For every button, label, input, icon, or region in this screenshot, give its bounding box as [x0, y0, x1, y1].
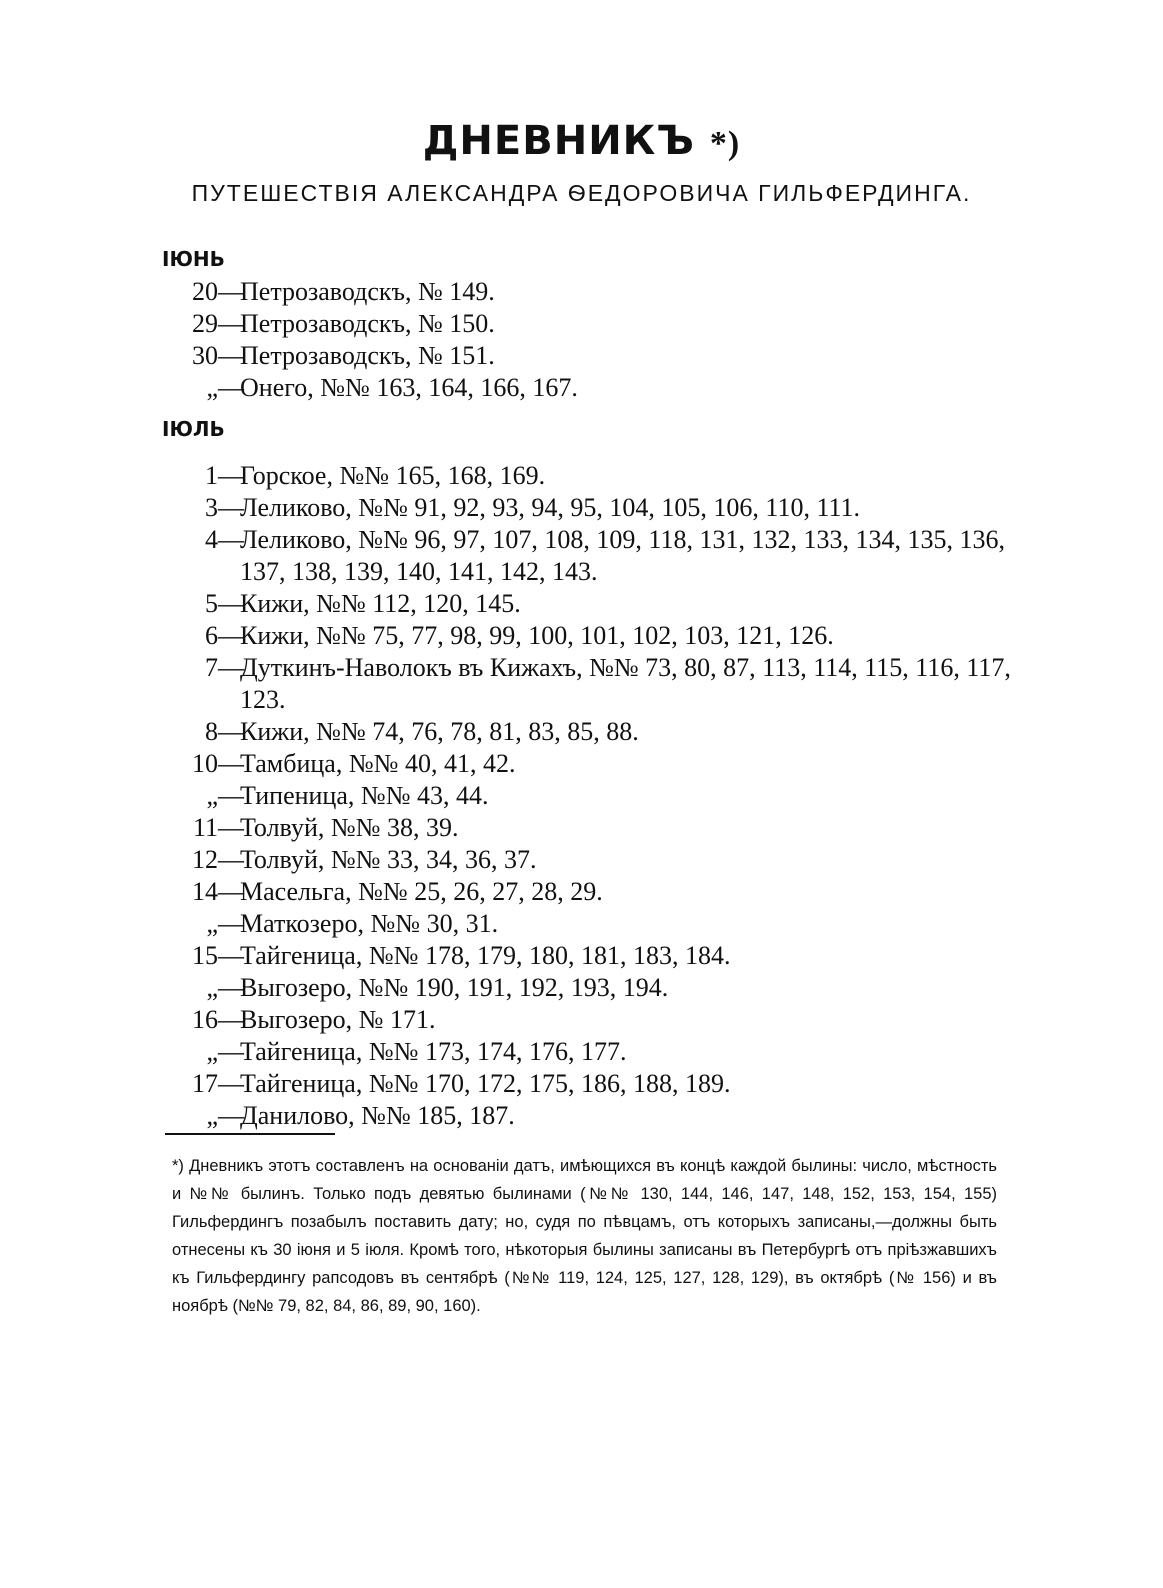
diary-entry [162, 972, 1022, 1004]
entry-text: Петрозаводскъ, № 151. [240, 341, 495, 370]
diary-entry [162, 372, 1022, 404]
entry-day: „ [206, 781, 218, 810]
entry-text: Выгозеро, № 171. [240, 1005, 436, 1034]
entry-dash: — [218, 1037, 244, 1066]
entry-day: „ [206, 373, 218, 402]
entry-day: 5 [205, 589, 218, 618]
entry-dash: — [218, 653, 244, 682]
month-heading: ІЮНЬ [162, 247, 225, 271]
entry-text: Маткозеро, №№ 30, 31. [240, 909, 499, 938]
entry-day: 10 [192, 749, 218, 778]
entry-day: 4 [205, 525, 218, 554]
entry-day: 17 [192, 1069, 218, 1098]
entry-day: 6 [205, 621, 218, 650]
diary-entry [162, 1068, 1022, 1100]
entry-dash: — [218, 373, 244, 402]
entry-text: Леликово, №№ 96, 97, 107, 108, 109, 118, 131, 132, 133, 134, 135, 136, 137, 138, 139, 140, 141, 142, 143. [240, 525, 1005, 586]
entry-text: Выгозеро, №№ 190, 191, 192, 193, 194. [240, 973, 669, 1002]
diary-entry [162, 1100, 1022, 1132]
entry-dash: — [218, 341, 244, 370]
diary-entry [162, 876, 1022, 908]
entry-day: 20 [192, 277, 218, 306]
diary-entry [162, 460, 1022, 492]
diary-entry [162, 812, 1022, 844]
entry-day: 8 [205, 717, 218, 746]
entry-text: Типеница, №№ 43, 44. [240, 781, 489, 810]
diary-entry [162, 276, 1022, 308]
entry-day: 12 [192, 845, 218, 874]
page-subtitle: ПУТЕШЕСТВІЯ АЛЕКСАНДРА ѲЕДОРОВИЧА ГИЛЬФЕРДИНГА. [191, 180, 972, 206]
diary-entry [162, 620, 1022, 652]
entry-text: Леликово, №№ 91, 92, 93, 94, 95, 104, 105, 106, 110, 111. [240, 493, 861, 522]
entry-text: Петрозаводскъ, № 149. [240, 277, 495, 306]
entry-text: Горское, №№ 165, 168, 169. [240, 461, 546, 490]
title-text: ДНЕВНИКЪ [422, 118, 695, 164]
page-title [0, 118, 1163, 164]
entry-dash: — [218, 845, 244, 874]
entry-day: 11 [192, 813, 218, 842]
month-heading: ІЮЛЬ [162, 417, 225, 441]
entry-text: Петрозаводскъ, № 150. [240, 309, 495, 338]
diary-entry [162, 940, 1022, 972]
entry-text: Масельга, №№ 25, 26, 27, 28, 29. [240, 877, 603, 906]
entry-dash: — [218, 717, 244, 746]
diary-entry [162, 780, 1022, 812]
entry-text: Толвуй, №№ 38, 39. [240, 813, 459, 842]
entry-dash: — [218, 749, 244, 778]
entry-day: „ [206, 1037, 218, 1066]
diary-entry [162, 492, 1022, 524]
diary-entry [162, 340, 1022, 372]
entry-dash: — [218, 1005, 244, 1034]
diary-entry [162, 588, 1022, 620]
footnote-divider [165, 1133, 335, 1135]
entry-dash: — [218, 813, 244, 842]
entry-day: 15 [192, 941, 218, 970]
footnote: *) Дневникъ этотъ составленъ на основаніи датъ, имѣющихся въ концѣ каждой былины: число, мѣстность и №№ былинъ. Только подъ девятью былинами (№№ 130, 144, 146, 147, 148, 152, 153, 154, 155) Гильфердингъ позабылъ поставить дату; но, судя по пѣвцамъ, отъ которыхъ записаны,—должны быть отнесены къ 30 іюня и 5 іюля. Кромѣ того, нѣкоторыя былины записаны въ Петербургѣ отъ пріѣзжавшихъ къ Гильфердингу рапсодовъ въ сентябрѣ (№№ 119, 124, 125, 127, 128, 129), въ октябрѣ (№ 156) и въ ноябрѣ (№№ 79, 82, 84, 86, 89, 90, 160). [172, 1157, 997, 1315]
entry-dash: — [218, 941, 244, 970]
diary-entry [162, 844, 1022, 876]
diary-entry [162, 748, 1022, 780]
entry-dash: — [218, 621, 244, 650]
entry-dash: — [218, 493, 244, 522]
entry-text: Данилово, №№ 185, 187. [240, 1101, 515, 1130]
entry-text: Кижи, №№ 74, 76, 78, 81, 83, 85, 88. [240, 717, 639, 746]
entry-dash: — [218, 461, 244, 490]
entry-text: Тайгеница, №№ 178, 179, 180, 181, 183, 184. [240, 941, 731, 970]
diary-entry [162, 908, 1022, 940]
diary-entry [162, 652, 1022, 716]
entry-dash: — [218, 1101, 244, 1130]
entry-day: 1 [205, 461, 218, 490]
entry-dash: — [218, 781, 244, 810]
entry-text: Тамбица, №№ 40, 41, 42. [240, 749, 516, 778]
entry-day: 16 [192, 1005, 218, 1034]
entry-dash: — [218, 309, 244, 338]
entry-dash: — [218, 877, 244, 906]
entry-dash: — [218, 589, 244, 618]
entry-text: Тайгеница, №№ 170, 172, 175, 186, 188, 189. [240, 1069, 731, 1098]
entry-text: Кижи, №№ 112, 120, 145. [240, 589, 521, 618]
entry-day: „ [206, 973, 218, 1002]
entry-dash: — [218, 973, 244, 1002]
entry-dash: — [218, 525, 244, 554]
entry-day: „ [206, 1101, 218, 1130]
diary-entries [162, 242, 1022, 1132]
entry-text: Толвуй, №№ 33, 34, 36, 37. [240, 845, 537, 874]
diary-entry [162, 308, 1022, 340]
entry-dash: — [218, 909, 244, 938]
entry-text: Онего, №№ 163, 164, 166, 167. [240, 373, 578, 402]
entry-text: Тайгеница, №№ 173, 174, 176, 177. [240, 1037, 627, 1066]
title-footnote-mark: *) [709, 125, 741, 162]
entry-text: Кижи, №№ 75, 77, 98, 99, 100, 101, 102, 103, 121, 126. [240, 621, 834, 650]
diary-entry [162, 1004, 1022, 1036]
entry-text: Дуткинъ-Наволокъ въ Кижахъ, №№ 73, 80, 87, 113, 114, 115, 116, 117, 123. [240, 653, 1011, 714]
diary-entry [162, 716, 1022, 748]
entry-day: 29 [192, 309, 218, 338]
entry-day: 30 [192, 341, 218, 370]
entry-day: 7 [205, 653, 218, 682]
entry-dash: — [218, 277, 244, 306]
entry-day: 3 [205, 493, 218, 522]
entry-dash: — [218, 1069, 244, 1098]
entry-day: 14 [192, 877, 218, 906]
entry-day: „ [206, 909, 218, 938]
diary-entry [162, 1036, 1022, 1068]
diary-entry [162, 524, 1022, 588]
